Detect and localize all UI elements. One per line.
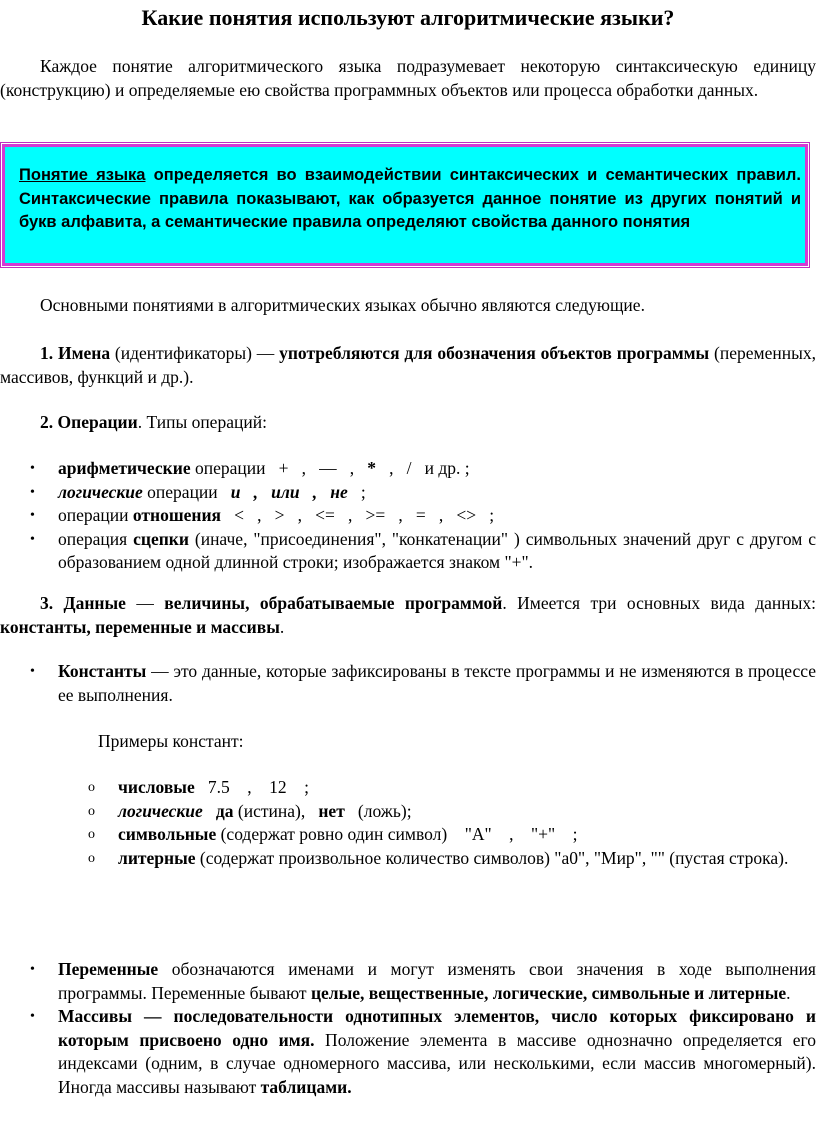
ex-lit-bold: литерные [118,847,196,868]
variables-end: . [786,982,791,1003]
definition-box [2,144,808,266]
variables-arrays-list [0,958,816,1099]
examples-title: Примеры констант: [98,731,244,751]
operations-heading: 2. Операции [40,412,138,432]
names-heading: 1. Имена [40,343,111,363]
op-rel-bold: отношения [132,505,221,525]
data-heading: 3. Данные [40,593,126,613]
arrays-bold: Массивы — последовательности однотипных элементов, число которых фиксировано и которым присвоено одно имя. [58,1006,816,1050]
arrays-rest: Положение элемента в массиве однозначно определяется его индексами (одним, в случае одномерного массива, или несколькими, если массив многомерный). Иногда массивы называют [58,1029,816,1097]
bullet-icon: • [30,508,35,523]
ex-lit-rest: (содержат произвольное количество символов) "a0", "Мир", "" (пустая строка). [195,847,789,868]
op-arith-bold2: * [367,458,376,478]
data-dash: — [125,593,165,613]
examples-list [0,776,816,870]
data-bold2: константы, переменные и массивы [0,616,280,637]
names-paren: (идентификаторы) — [110,343,280,363]
bullet-icon: • [30,461,35,476]
op-arith-bold: арифметические [58,458,191,478]
ex-logic-bold3: нет [318,800,345,821]
list-item [0,847,816,871]
data-paragraph [0,592,816,639]
op-rel-rest: < , > , <= , >= , = , <> ; [221,505,495,525]
ex-logic-rest2: (истина), [233,800,319,821]
ex-sym-bold: символьные [118,824,217,844]
names-rest: (переменных, массивов, функций и др.). [0,343,816,387]
ex-sym-rest: (содержат ровно один символ) "A" , "+" ; [216,824,578,844]
list-item [0,457,816,481]
operations-list [0,457,816,575]
bullet-icon: • [30,664,35,679]
ex-logic-bold2: да [215,800,234,821]
ex-logic-bold: логические [118,800,203,821]
bullet-icon: • [30,531,35,547]
circle-bullet-icon: o [88,850,95,866]
circle-bullet-icon: o [88,803,95,819]
op-logic-rest2: ; [347,481,366,502]
ex-logic-rest3: (ложь); [344,800,412,821]
list-item [0,660,816,707]
page-title: Какие понятия используют алгоритмические языки? [141,5,675,30]
list-item [0,481,816,505]
definition-text [19,164,801,235]
list-item [0,528,816,575]
definition-term: Понятие языка [19,166,146,184]
op-arith-rest2: , / и др. ; [375,458,470,478]
bullet-icon: • [30,962,35,977]
op-logic-bold2: и , или , не [230,481,348,502]
constants-rest: — это данные, которые зафиксированы в тексте программы и не изменяются в процессе ее выполнения. [58,661,816,705]
basic-concepts-intro: Основными понятиями в алгоритмических языках обычно являются следующие. [40,295,645,315]
op-concat-pre: операция [58,528,134,549]
op-concat-bold: сцепки [133,528,189,549]
list-item [0,776,816,800]
names-paragraph [0,342,816,389]
data-end: . [279,616,285,637]
list-item [0,1005,816,1099]
data-bold: величины, обрабатываемые программой [164,593,503,613]
list-item [0,504,816,528]
list-item [0,823,816,847]
intro-paragraph: Каждое понятие алгоритмического языка подразумевает некоторую синтаксическую единицу (конструкцию) и определяемые ею свойства программных объектов или процесса обработки данных. [0,56,816,100]
operations-rest: . Типы операций: [137,412,267,432]
variables-rest: обозначаются именами и могут изменять свои значения в ходе выполнения программы. Переменные бывают [58,959,816,1003]
variables-bold: Переменные [58,959,159,979]
definition-body: определяется во взаимодействии синтаксических и семантических правил. Синтаксические правила показывают, как образуется данное понятие из других понятий и букв алфавита, а семантические правила определяют свойства данного понятия [19,166,801,231]
bullet-icon: • [30,1009,35,1024]
list-item [0,800,816,824]
ex-logic-rest [203,801,216,821]
circle-bullet-icon: o [88,827,95,842]
op-logic-bold: логические [58,481,143,502]
names-bold: употребляются для обозначения объектов программы [279,343,710,363]
constants-list [0,660,816,707]
constants-bold: Константы [58,661,147,681]
ex-num-bold: числовые [118,777,195,797]
variables-bold2: целые, вещественные, логические, символьные и литерные [310,982,787,1003]
circle-bullet-icon: o [88,780,95,795]
op-rel-pre: операции [58,505,133,525]
bullet-icon: • [30,484,35,500]
ex-num-rest: 7.5 , 12 ; [194,777,309,797]
operations-paragraph [0,411,816,435]
arrays-bold2: таблицами. [260,1076,352,1097]
data-rest: . Имеется три основных вида данных: [502,593,816,613]
list-item [0,958,816,1005]
op-logic-rest: операции [142,481,231,502]
op-concat-rest: (иначе, "присоединения", "конкатенации" ) символьных значений друг с другом с образованием одной длинной строки; изображается знаком "+". [58,528,816,572]
op-arith-rest: операции + , — , [190,458,368,478]
